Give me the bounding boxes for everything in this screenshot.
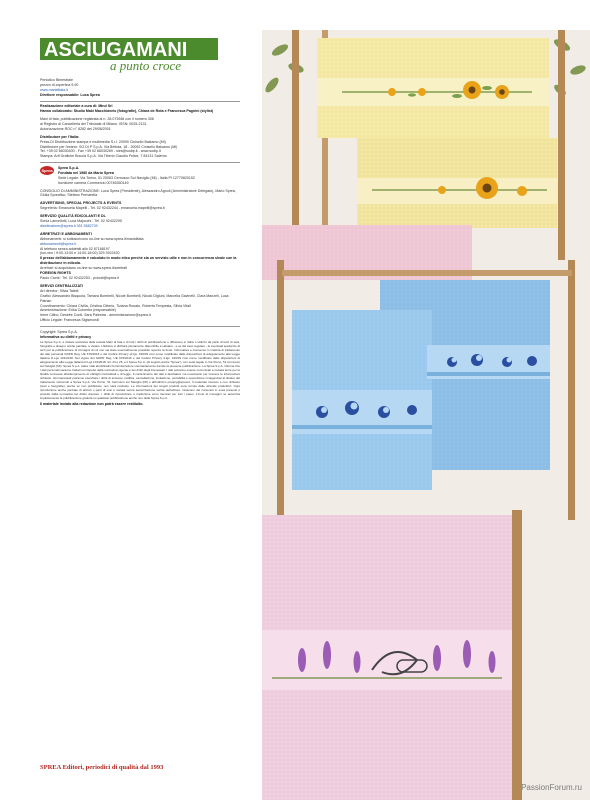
- central-block: [40, 284, 240, 323]
- legal-text: La Sprea S.p.A. è titolare esclusiva della testata Mani di fata e di tutti i diritti di pubblicazione e diffusione in Italia. L'utilizzo da parte di terzi di testi, fotografie e disegni, anche parziale, è vietato. L'Editore si dichiara pienamente disponibile a valutare - e se del caso regolare - le eventuali spettanze di terzi per la pubblicazione di immagini di cui non sia stato eventualmente possibile reperire la fonte. Informativa e Consenso in materia di trattamento dei dati personali GDPR Reg. UE 679/2016 e del Codice Privacy (d.lgs. 196/03 così come modificato dalle disposizioni di adeguamento alla Legge Italiana D.Lgs 101/2018. Nel vigore del GDPR Reg. UE 679/2016 e del Codice Privacy d.lgs. 196/03 così come modificato dalle disposizioni di adeguamento alla Legge Italiana D.Lgs 101/2018, art. 24 e 25, e il Sprea S.p.A. (di seguito anche "Sprea"), con sede legale in Via Torino, 51 Cernusco sul Naviglio (MI). Sprea S.p.A. tratta i dati identificativi forniti dal lettore volontariamente tramite la presente pubblicazione. La Sprea S.p.A. informa che i dati personali saranno trattati nel rispetto della normativa vigente e dei diritti degli interessati. I dati potranno essere comunicati a società terze per le finalità connesse all'adempimento di obblighi contrattuali e di legge. Il conferimento dei dati è facoltativo ma necessario per ricevere le informazioni richieste. Gli interessati potranno esercitare i diritti di accesso, rettifica, cancellazione, limitazione, portabilità e opposizione rivolgendosi al titolare del trattamento scrivendo a Sprea S.p.A. Via Torino, 51 Cernusco sul Naviglio (MI) o all'indirizzo privacy@sprea.it. Il materiale ricevuto e non richiesto (testi e fotografie), anche se non pubblicato, non sarà restituito. Le informazioni dei singoli prodotti sono fornite dalle aziende produttrici. Ogni riproduzione anche parziale di articoli o parti di essi è vietata senza autorizzazione scritta dell'editore. Ciascuno dei contenuti in essa presenti è protetto dalla normativa sul diritto d'autore. I diritti di riproduzione e traduzione sono riservati per tutti i paesi. L'invio di immagini ne autorizza implicitamente la pubblicazione gratuita su qualsiasi pubblicazione anche non della Sprea S.p.A.: [40, 339, 240, 400]
- central-3: Coordinamento: Chiara Civilla, Cristina Citterio, Tiziana Rosato, Roberta Tempesta, Silvia Vitali: [40, 303, 191, 308]
- editorial-block: [40, 104, 240, 114]
- sprea-founded: Fondata nel 1980 da Mario Sprea: [58, 170, 114, 175]
- sprea-logo: Sprea: [41, 167, 53, 173]
- colophon-column: [40, 38, 240, 409]
- collaborators: Hanno collaborato: Studio Maki Macchiavelo (fotografie), Chiara de Rota e Francesca Pagnini (stylist): [40, 109, 214, 114]
- director: Direttore responsabile: Luca Sprea: [40, 92, 100, 97]
- divider: [40, 101, 240, 102]
- legal-block: [40, 330, 240, 407]
- towels-photo: [262, 30, 590, 800]
- distribution-1: Press-Di Distribuzione stampa e multimedia S.r.l. 20090 Cinisello Balsamo (MI): [40, 139, 166, 144]
- divider: [40, 326, 240, 327]
- arretrati-title: ARRETRATI E ABBONAMENTI: [40, 231, 92, 236]
- privacy-title: Informativa su diritti e privacy: [40, 334, 92, 339]
- service-block: [40, 214, 240, 229]
- sprea-address: Sede Legale: Via Torino, 51 20063 Cernusco Sul Naviglio (MI) - Italia PI 12770820152: [58, 175, 195, 180]
- sprea-name: Sprea S.p.A.: [58, 165, 80, 170]
- sprea-block: [40, 166, 240, 186]
- central-5: Irene Citino, Desirée Conti, Sara Palestra - amministrazione@sprea.it: [40, 313, 151, 318]
- board-block: [40, 189, 240, 199]
- closing-note: Il materiale inviato alla redazione non potrà essere restituito.: [40, 401, 144, 406]
- central-2: Grafici: Alessandro Bisquola, Tamara Bombelli, Nicole Bombelli, Nicolò Digiuni, Marcella Gavinelli, Clara Manzeli, Luca Patrian: [40, 293, 229, 303]
- service-1: Sonia Lancellotti, Luca Majocchi : Tel. 02 92432295: [40, 219, 122, 224]
- foreign-title: FOREIGN RIGHTS: [40, 271, 71, 276]
- arretrati-4: (lun-ven / 9:00-13:00 e 14:00-18:00) 329 3922420: [40, 251, 120, 256]
- footer-tagline: SPREA Editori, periodici di qualità dal 1993: [40, 764, 164, 771]
- sprea-details: [58, 166, 195, 186]
- divider: [40, 162, 240, 163]
- copyright: Copyright: Sprea S.p.A.: [40, 329, 78, 334]
- central-title: SERVIZI CENTRALIZZATI: [40, 283, 83, 288]
- advertising-block: [40, 201, 240, 211]
- website-link[interactable]: www.maniditata.it: [40, 87, 68, 92]
- colophon-block: [40, 78, 240, 98]
- sprea-registry: Iscrizione camera Commercio 00746350149: [58, 180, 129, 185]
- arretrati-3: Al telefono senza addebiti allo 02 87168197: [40, 246, 110, 251]
- board: CONSIGLIO DI AMMINISTRAZIONE: Luca Sprea (Presidente), Alessandro Agnoli (Amministratore Delegato), Mario Sprea, Giulia Spreafico, Stefano Pernarella: [40, 188, 236, 198]
- registration-2: al Registro di Cancelleria del Tribunale di Milano. ISSN: 0025-2131: [40, 121, 147, 126]
- page-subtitle: a punto croce: [110, 58, 181, 73]
- arretrati-block: [40, 232, 240, 281]
- distribution-2: Distributore per l'estero: SO.DI.P S.p.A. Via Bettola, 18 - 20092 Cinisello Balsamo (MI): [40, 144, 178, 149]
- registration-1: Mani di fata, pubblicazione registrata al n. 28.073948 con il numero 306: [40, 117, 154, 122]
- advertising: Segreteria: Emanuela Mapelli - Tel. 02 92432244 - emanuela.mapelli@sprea.it: [40, 206, 165, 211]
- service-2[interactable]: distribuzione@sprea.it 351 5582739: [40, 223, 98, 228]
- advertising-title: ADVERTISING, SPECIAL PROJECTS & EVENTS: [40, 201, 122, 206]
- distribution-block: [40, 135, 240, 160]
- printer: Stampa: Arti Grafiche Boccia S.p.A. Via Tiberio Claudio Felice, 7 84131 Salerno: [40, 154, 167, 159]
- towels-illustration: [262, 30, 590, 800]
- editorial: Realizzazione editoriale a cura di: Mind Srl: [40, 104, 113, 109]
- arretrati-5: Il prezzo dell'abbonamento è calcolato in modo etico perché sia un servizio utile e non in concorrenza sleale con la distribuzione in edicola.: [40, 256, 237, 266]
- registration-3: Autorizzazione ROC n° 8282 del 29/08/2001: [40, 126, 111, 131]
- central-1: Art director: Silvia Taietti: [40, 288, 79, 293]
- arretrati-1: Abbonamenti: si sottoscrivono on-line su www.sprea.it/maniditata: [40, 236, 144, 241]
- periodicity: Periodico Bimestrale: [40, 78, 73, 82]
- distribution-title: Distributore per l'Italia:: [40, 134, 80, 139]
- registration-block: [40, 117, 240, 132]
- central-6: Ufficio Legale: Francesca Sigismondi: [40, 318, 100, 323]
- price: prezzo di copertina 5,90: [40, 82, 79, 87]
- arretrati-6: Arretrati: si acquistano on-line su www.sprea.it/arretrati: [40, 266, 128, 271]
- arretrati-2[interactable]: abbonamenti@sprea.it: [40, 241, 77, 246]
- foreign: Paolo Cionti : Tel. 02 92432253 - pcionti@sprea.it: [40, 276, 119, 280]
- distribution-3: Tel. +39 02 66030400 - Fax +39 02 66030269 - sies@sodip.it - www.sodip.it: [40, 149, 161, 154]
- service-title: SERVIZIO QUALITÀ EDICOLANTI E DL: [40, 214, 106, 219]
- central-4: Amministrazione: Erika Colombo (responsabile): [40, 308, 116, 313]
- page-title: ASCIUGAMANI: [40, 38, 218, 60]
- watermark: PassionForum.ru: [521, 783, 582, 792]
